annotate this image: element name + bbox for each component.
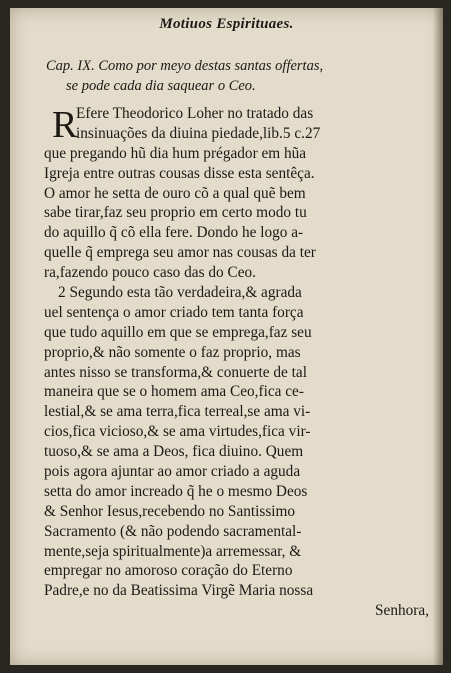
text-line: quelle q̃ emprega seu amor nas cousas da ter xyxy=(44,244,316,262)
text-line: maneira que se o homem ama Ceo,fica ce- xyxy=(44,383,304,401)
body-text xyxy=(44,104,429,621)
text-line: Padre,e no da Beatissima Virgẽ Maria nossa xyxy=(44,582,314,600)
text-line: O amor he setta de ouro cõ a qual quẽ bem xyxy=(44,184,306,202)
text-line: que pregando hũ dia hum prégador em hũa xyxy=(44,144,307,162)
text-line: sabe tirar,faz seu proprio em certo modo tu xyxy=(44,204,307,222)
text-line: antes nisso se transforma,& conuerte de tal xyxy=(44,363,307,381)
text-line: que tudo aquillo em que se emprega,faz seu xyxy=(44,323,312,341)
text-line: setta do amor increado q̃ he o mesmo Deos xyxy=(44,482,308,500)
text-line: mente,seja spiritualmente)a arremessar, & xyxy=(44,542,302,560)
text-line: 2 Segundo esta tão verdadeira,& agrada xyxy=(58,284,302,302)
drop-capital: R xyxy=(52,104,78,146)
text-line: & Senhor Iesus,recebendo no Santissimo xyxy=(44,502,296,520)
text-line: ra,fazendo pouco caso das do Ceo. xyxy=(44,264,256,282)
running-head: Motiuos Espirituaes. xyxy=(159,16,294,32)
page-binding-shadow xyxy=(433,8,443,665)
text-line: insinuações da diuina piedade,lib.5 c.27 xyxy=(76,124,321,142)
text-line: Igreja entre outras cousas disse esta sentêça. xyxy=(44,164,315,182)
text-line: do aquillo q̃ cõ ella fere. Dondo he logo a- xyxy=(44,224,304,242)
book-page xyxy=(10,8,443,665)
chapter-title-line-1: Cap. IX. Como por meyo destas santas offertas, xyxy=(46,58,324,74)
text-line: proprio,& não somente o faz proprio, mas xyxy=(44,343,301,361)
text-line: lestial,& se ama terra,fica terreal,se ama vi- xyxy=(44,403,311,421)
text-line: tuoso,& se ama a Deos, fica diuino. Quem xyxy=(44,443,304,461)
chapter-title xyxy=(46,56,436,96)
chapter-title-line-2: se pode cada dia saquear o Ceo. xyxy=(66,78,256,94)
text-line-catchword: Senhora, xyxy=(375,602,429,620)
text-line: uel sentença o amor criado tem tanta força xyxy=(44,303,304,321)
text-line: pois agora ajuntar ao amor criado a aguda xyxy=(44,463,301,481)
text-line: cios,fica vicioso,& se ama virtudes,fica vir- xyxy=(44,423,311,441)
text-line: Efere Theodorico Loher no tratado das xyxy=(76,105,314,122)
text-line: empregar no amoroso coração do Eterno xyxy=(44,562,293,580)
text-line: Sacramento (& não podendo sacramental- xyxy=(44,522,302,540)
